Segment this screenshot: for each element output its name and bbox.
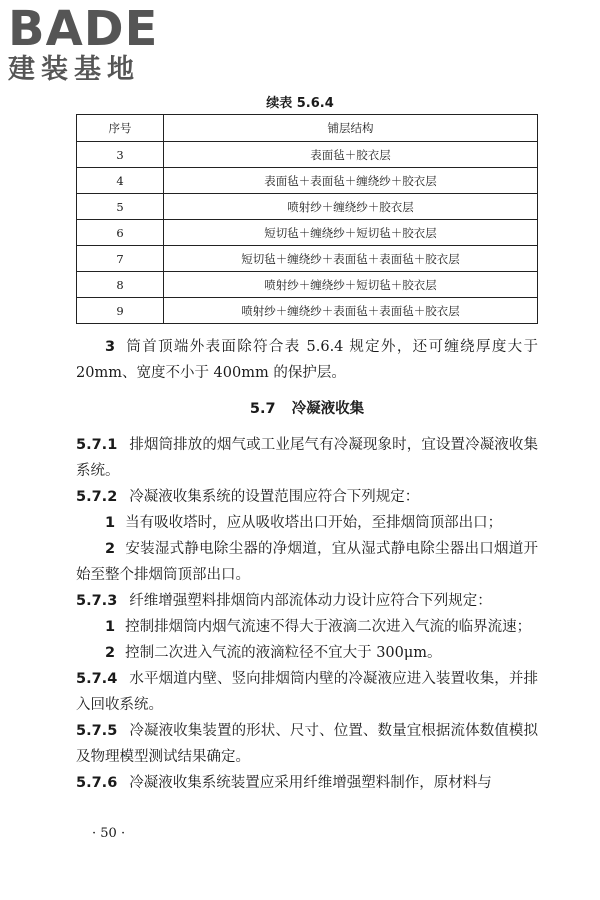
page-number: · 50 · [92, 826, 126, 841]
table-caption: 续表 5.6.4 [266, 96, 334, 111]
cell-structure: 短切毡＋缠绕纱＋表面毡＋表面毡＋胶衣层 [164, 246, 538, 272]
cell-seq: 3 [77, 142, 164, 168]
section-title: 5.7 冷凝液收集 [249, 401, 365, 417]
logo-wordmark: BADE [8, 1, 159, 57]
clause-5-7-2: 5.7.2 冷凝液收集系统的设置范围应符合下列规定： [76, 489, 420, 505]
clause-5-7-4: 5.7.4 水平烟道内壁、竖向排烟筒内壁的冷凝液应进入装置收集，并排入回收系统。 [76, 671, 538, 713]
clause-5-7-6: 5.7.6 冷凝液收集系统装置应采用纤维增强塑料制作，原材料与 [76, 775, 492, 791]
cell-seq: 8 [77, 272, 164, 298]
cell-seq: 5 [77, 194, 164, 220]
cell-structure: 喷射纱＋缠绕纱＋胶衣层 [164, 194, 538, 220]
clause-5-7-3: 5.7.3 纤维增强塑料排烟筒内部流体动力设计应符合下列规定： [76, 593, 492, 609]
clause-5-7-5: 5.7.5 冷凝液收集装置的形状、尺寸、位置、数量宜根据流体数值模拟及物理模型测试结果确定。 [76, 723, 538, 765]
cell-structure: 短切毡＋缠绕纱＋短切毡＋胶衣层 [164, 220, 538, 246]
table-row [77, 194, 538, 220]
clause-5-7-2-item-1: 1 当有吸收塔时，应从吸收塔出口开始，至排烟筒顶部出口； [105, 515, 503, 531]
table-row [77, 272, 538, 298]
header-structure: 铺层结构 [164, 115, 538, 142]
cell-structure: 表面毡＋表面毡＋缠绕纱＋胶衣层 [164, 168, 538, 194]
table-header-row [77, 115, 538, 142]
logo-chinese: 建装基地 [8, 54, 140, 85]
cell-structure: 表面毡＋胶衣层 [164, 142, 538, 168]
logo [8, 1, 178, 86]
header-seq: 序号 [77, 115, 164, 142]
clause-5-7-3-item-1: 1 控制排烟筒内烟气流速不得大于液滴二次进入气流的临界流速； [105, 619, 532, 635]
cell-structure: 喷射纱＋缠绕纱＋表面毡＋表面毡＋胶衣层 [164, 298, 538, 324]
cell-structure: 喷射纱＋缠绕纱＋短切毡＋胶衣层 [164, 272, 538, 298]
table-row [77, 168, 538, 194]
clause-5-7-1: 5.7.1 排烟筒排放的烟气或工业尾气有冷凝现象时，宜设置冷凝液收集系统。 [76, 437, 538, 479]
cell-seq: 7 [77, 246, 164, 272]
cell-seq: 6 [77, 220, 164, 246]
layup-table [76, 114, 538, 324]
cell-seq: 4 [77, 168, 164, 194]
clause-5-7-2-item-2: 2 安装湿式静电除尘器的净烟道，宜从湿式静电除尘器出口烟道开始至整个排烟筒顶部出口。 [76, 541, 538, 583]
cell-seq: 9 [77, 298, 164, 324]
table-body [77, 142, 538, 324]
table-row [77, 246, 538, 272]
clause-5-7-3-item-2: 2 控制二次进入气流的液滴粒径不宜大于 300μm。 [105, 645, 442, 661]
table-row [77, 220, 538, 246]
table-row [77, 298, 538, 324]
item-3: 3 筒首顶端外表面除符合表 5.6.4 规定外，还可缠绕厚度大于 20mm、宽度不小于 400mm 的保护层。 [76, 339, 538, 381]
table-row [77, 142, 538, 168]
body-text [76, 334, 538, 796]
